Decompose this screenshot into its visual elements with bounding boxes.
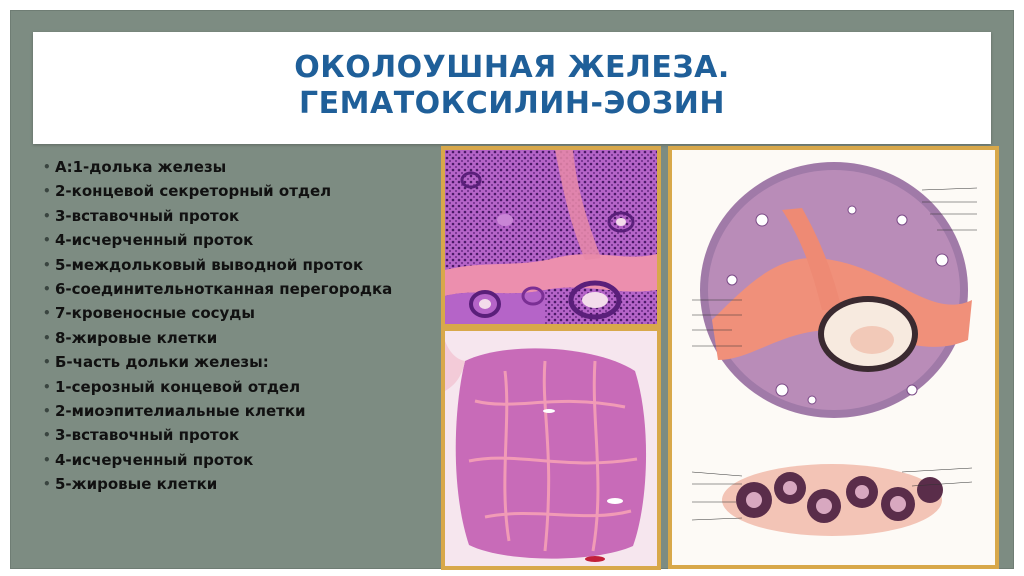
- legend-item: • 5-жировые клетки: [45, 474, 435, 494]
- micrograph-low-magnification: [441, 327, 661, 570]
- legend-item: • 8-жировые клетки: [45, 328, 435, 348]
- title-box: [33, 32, 991, 144]
- legend-item: • 6-соединительнотканная перегородка: [45, 279, 435, 299]
- legend-item: • 4-исчерченный проток: [45, 230, 435, 250]
- legend-item: • 5-междольковый выводной проток: [45, 255, 435, 275]
- schematic-drawing: [668, 146, 999, 569]
- legend-item: • 7-кровеносные сосуды: [45, 303, 435, 323]
- slide-title: [33, 50, 991, 122]
- legend-list: [45, 157, 435, 498]
- legend-item: • 2-концевой секреторный отдел: [45, 181, 435, 201]
- legend-item: • Б-часть дольки железы:: [45, 352, 435, 372]
- legend-item: • 4-исчерченный проток: [45, 450, 435, 470]
- title-line-2: ГЕМАТОКСИЛИН-ЭОЗИН: [299, 86, 725, 121]
- legend-item: • 1-серозный концевой отдел: [45, 377, 435, 397]
- legend-item: • 3-вставочный проток: [45, 425, 435, 445]
- legend-item: • 3-вставочный проток: [45, 206, 435, 226]
- title-line-1: ОКОЛОУШНАЯ ЖЕЛЕЗА.: [294, 50, 730, 85]
- slide: [10, 10, 1014, 569]
- legend-item: • 2-миоэпителиальные клетки: [45, 401, 435, 421]
- micrograph-high-magnification: [441, 146, 661, 328]
- legend-item: • А:1-долька железы: [45, 157, 435, 177]
